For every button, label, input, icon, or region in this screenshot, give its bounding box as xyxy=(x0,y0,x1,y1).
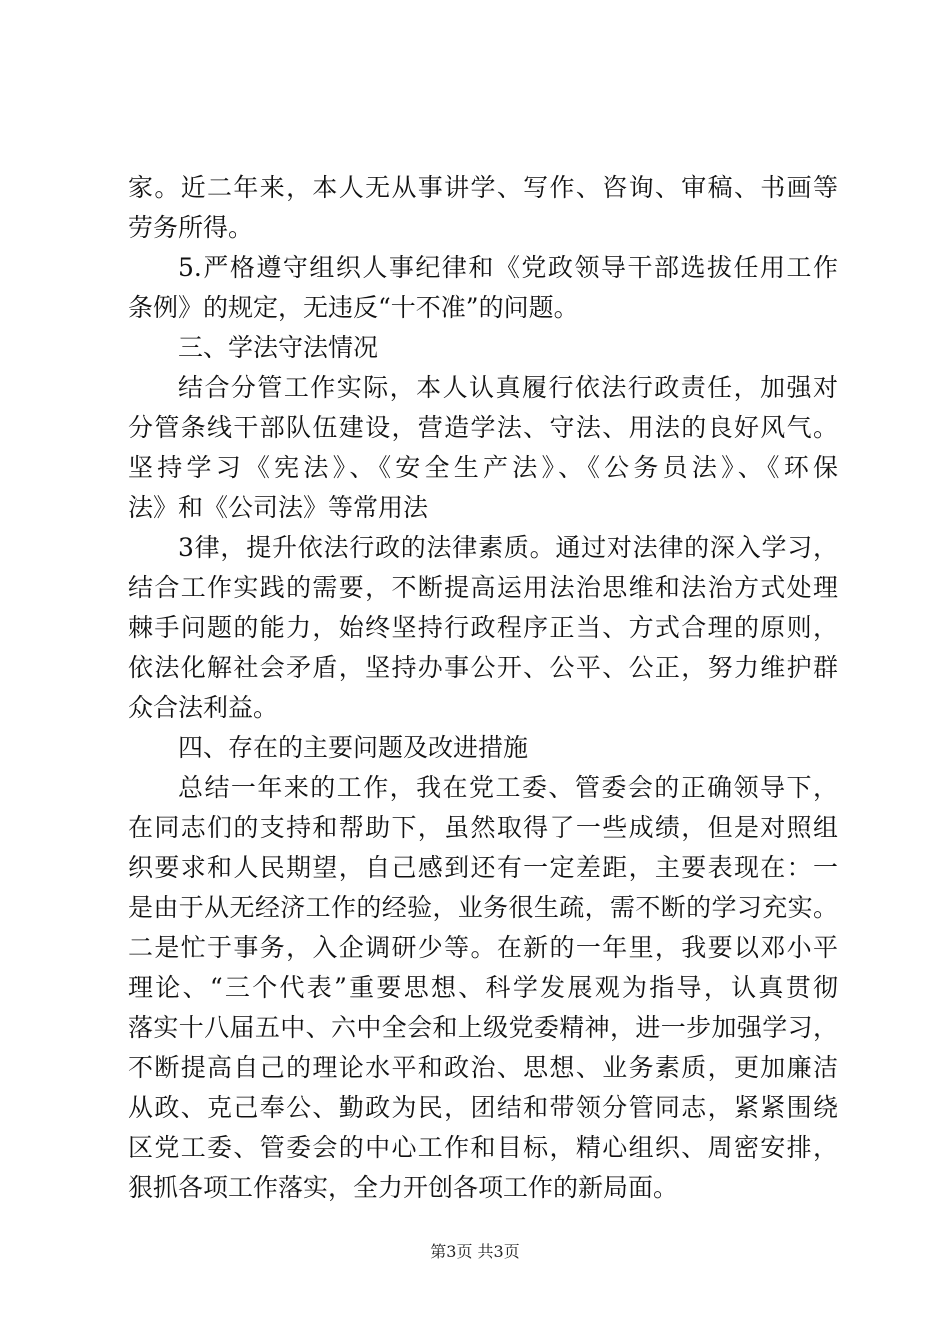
paragraph-line: 理论、“三个代表”重要思想、科学发展观为指导，认真贯彻 xyxy=(128,973,838,1002)
paragraph-line: 依法化解社会矛盾，坚持办事公开、公平、公正，努力维护群 xyxy=(128,653,838,682)
page-footer xyxy=(0,1240,950,1264)
paragraph-line: 棘手问题的能力，始终坚持行政程序正当、方式合理的原则， xyxy=(128,613,838,642)
section-heading: 三、学法守法情况 xyxy=(178,333,379,362)
paragraph-line: 分管条线干部队伍建设，营造学法、守法、用法的良好风气。 xyxy=(128,413,838,442)
paragraph-line: 5.严格遵守组织人事纪律和《党政领导干部选拔任用工作 xyxy=(178,253,838,282)
paragraph-line: 结合工作实践的需要，不断提高运用法治思维和法治方式处理 xyxy=(128,573,838,602)
paragraph-line: 劳务所得。 xyxy=(128,213,254,242)
paragraph-line: 3律，提升依法行政的法律素质。通过对法律的深入学习， xyxy=(178,533,838,562)
paragraph-line: 狠抓各项工作落实，全力开创各项工作的新局面。 xyxy=(128,1173,679,1202)
paragraph-line: 是由于从无经济工作的经验，业务很生疏，需不断的学习充实。 xyxy=(128,893,838,922)
paragraph-line: 二是忙于事务，入企调研少等。在新的一年里，我要以邓小平 xyxy=(128,933,838,962)
paragraph-line: 在同志们的支持和帮助下，虽然取得了一些成绩，但是对照组 xyxy=(128,813,838,842)
page-number-label: 第3页 共3页 xyxy=(430,1242,520,1261)
paragraph-line: 总结一年来的工作，我在党工委、管委会的正确领导下， xyxy=(178,773,838,802)
paragraph-line: 众合法利益。 xyxy=(128,693,279,722)
paragraph-line: 家。近二年来，本人无从事讲学、写作、咨询、审稿、书画等 xyxy=(128,173,838,202)
paragraph-line: 落实十八届五中、六中全会和上级党委精神，进一步加强学习， xyxy=(128,1013,838,1042)
paragraph-line: 法》和《公司法》等常用法 xyxy=(128,493,429,522)
paragraph-line: 坚持学习《宪法》、《安全生产法》、《公务员法》、《环保 xyxy=(128,453,838,482)
paragraph-line: 不断提高自己的理论水平和政治、思想、业务素质，更加廉洁 xyxy=(128,1053,838,1082)
paragraph-line: 结合分管工作实际，本人认真履行依法行政责任，加强对 xyxy=(178,373,838,402)
paragraph-line: 织要求和人民期望，自己感到还有一定差距，主要表现在：一 xyxy=(128,853,838,882)
paragraph-line: 从政、克己奉公、勤政为民，团结和带领分管同志，紧紧围绕 xyxy=(128,1093,838,1122)
paragraph-line: 区党工委、管委会的中心工作和目标，精心组织、周密安排， xyxy=(128,1133,838,1162)
document-body xyxy=(128,168,838,1208)
section-heading: 四、存在的主要问题及改进措施 xyxy=(178,733,529,762)
paragraph-line: 条例》的规定，无违反“十不准”的问题。 xyxy=(128,293,579,322)
